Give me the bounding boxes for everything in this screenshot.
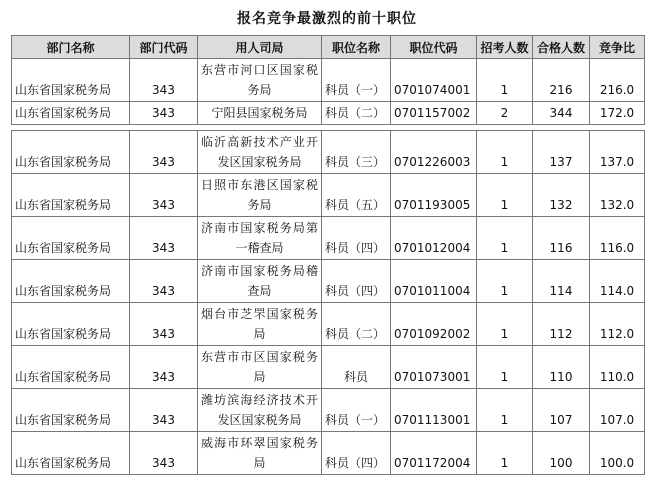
table-row (12, 303, 645, 346)
cell-recruit: 1 (477, 59, 533, 102)
col-header-qualified: 合格人数 (533, 36, 590, 59)
cell-position: 科员（一） (322, 389, 391, 432)
cell-recruit: 1 (477, 389, 533, 432)
cell-recruit: 1 (477, 131, 533, 174)
cell-pos-code: 0701113001 (391, 389, 477, 432)
cell-position: 科员（二） (322, 303, 391, 346)
col-header-dept: 部门名称 (12, 36, 130, 59)
cell-dept: 山东省国家税务局 (12, 131, 130, 174)
cell-position: 科员（四） (322, 432, 391, 475)
table-row (12, 174, 645, 217)
cell-dept: 山东省国家税务局 (12, 102, 130, 125)
col-header-position: 职位名称 (322, 36, 391, 59)
cell-bureau: 东营市市区国家税务局 (198, 346, 322, 389)
cell-position: 科员（三） (322, 131, 391, 174)
cell-ratio: 172.0 (590, 102, 645, 125)
cell-dept: 山东省国家税务局 (12, 346, 130, 389)
cell-ratio: 132.0 (590, 174, 645, 217)
col-header-ratio: 竞争比 (590, 36, 645, 59)
cell-position: 科员（四） (322, 217, 391, 260)
cell-position: 科员（一） (322, 59, 391, 102)
cell-dept: 山东省国家税务局 (12, 389, 130, 432)
cell-qualified: 344 (533, 102, 590, 125)
cell-dept-code: 343 (130, 102, 198, 125)
cell-qualified: 132 (533, 174, 590, 217)
cell-dept: 山东省国家税务局 (12, 432, 130, 475)
cell-dept-code: 343 (130, 174, 198, 217)
table-row (12, 102, 645, 125)
cell-bureau: 日照市东港区国家税务局 (198, 174, 322, 217)
cell-qualified: 114 (533, 260, 590, 303)
cell-pos-code: 0701074001 (391, 59, 477, 102)
col-header-dept-code: 部门代码 (130, 36, 198, 59)
cell-recruit: 1 (477, 217, 533, 260)
cell-bureau: 潍坊滨海经济技术开发区国家税务局 (198, 389, 322, 432)
cell-ratio: 110.0 (590, 346, 645, 389)
col-header-bureau: 用人司局 (198, 36, 322, 59)
cell-pos-code: 0701193005 (391, 174, 477, 217)
cell-dept-code: 343 (130, 217, 198, 260)
cell-ratio: 112.0 (590, 303, 645, 346)
col-header-pos-code: 职位代码 (391, 36, 477, 59)
cell-recruit: 1 (477, 346, 533, 389)
cell-dept-code: 343 (130, 432, 198, 475)
cell-ratio: 100.0 (590, 432, 645, 475)
cell-recruit: 2 (477, 102, 533, 125)
cell-bureau: 东营市河口区国家税务局 (198, 59, 322, 102)
ranking-table (11, 35, 645, 475)
cell-dept-code: 343 (130, 389, 198, 432)
cell-position: 科员 (322, 346, 391, 389)
cell-qualified: 116 (533, 217, 590, 260)
cell-recruit: 1 (477, 432, 533, 475)
cell-qualified: 112 (533, 303, 590, 346)
table-row (12, 260, 645, 303)
cell-ratio: 116.0 (590, 217, 645, 260)
cell-ratio: 107.0 (590, 389, 645, 432)
cell-pos-code: 0701226003 (391, 131, 477, 174)
cell-pos-code: 0701073001 (391, 346, 477, 389)
table-header-row (12, 36, 645, 59)
cell-qualified: 107 (533, 389, 590, 432)
cell-position: 科员（二） (322, 102, 391, 125)
cell-pos-code: 0701157002 (391, 102, 477, 125)
cell-position: 科员（五） (322, 174, 391, 217)
table-row (12, 346, 645, 389)
cell-ratio: 114.0 (590, 260, 645, 303)
cell-pos-code: 0701092002 (391, 303, 477, 346)
page-title: 报名竞争最激烈的前十职位 (237, 11, 417, 27)
cell-dept: 山东省国家税务局 (12, 303, 130, 346)
cell-recruit: 1 (477, 260, 533, 303)
cell-dept-code: 343 (130, 346, 198, 389)
table-row (12, 217, 645, 260)
cell-dept: 山东省国家税务局 (12, 59, 130, 102)
cell-pos-code: 0701011004 (391, 260, 477, 303)
cell-dept-code: 343 (130, 131, 198, 174)
cell-qualified: 216 (533, 59, 590, 102)
cell-dept-code: 343 (130, 260, 198, 303)
cell-bureau: 威海市环翠国家税务局 (198, 432, 322, 475)
cell-recruit: 1 (477, 174, 533, 217)
table-row (12, 59, 645, 102)
cell-qualified: 137 (533, 131, 590, 174)
cell-dept: 山东省国家税务局 (12, 217, 130, 260)
cell-bureau: 烟台市芝罘国家税务局 (198, 303, 322, 346)
cell-qualified: 110 (533, 346, 590, 389)
cell-pos-code: 0701172004 (391, 432, 477, 475)
cell-dept-code: 343 (130, 59, 198, 102)
cell-ratio: 137.0 (590, 131, 645, 174)
table-row (12, 389, 645, 432)
cell-ratio: 216.0 (590, 59, 645, 102)
cell-bureau: 济南市国家税务局第一稽查局 (198, 217, 322, 260)
cell-dept: 山东省国家税务局 (12, 174, 130, 217)
cell-pos-code: 0701012004 (391, 217, 477, 260)
cell-recruit: 1 (477, 303, 533, 346)
cell-dept: 山东省国家税务局 (12, 260, 130, 303)
cell-bureau: 宁阳县国家税务局 (198, 102, 322, 125)
cell-qualified: 100 (533, 432, 590, 475)
cell-position: 科员（四） (322, 260, 391, 303)
cell-bureau: 临沂高新技术产业开发区国家税务局 (198, 131, 322, 174)
col-header-recruit: 招考人数 (477, 36, 533, 59)
table-row (12, 432, 645, 475)
cell-bureau: 济南市国家税务局稽查局 (198, 260, 322, 303)
cell-dept-code: 343 (130, 303, 198, 346)
table-row (12, 131, 645, 174)
